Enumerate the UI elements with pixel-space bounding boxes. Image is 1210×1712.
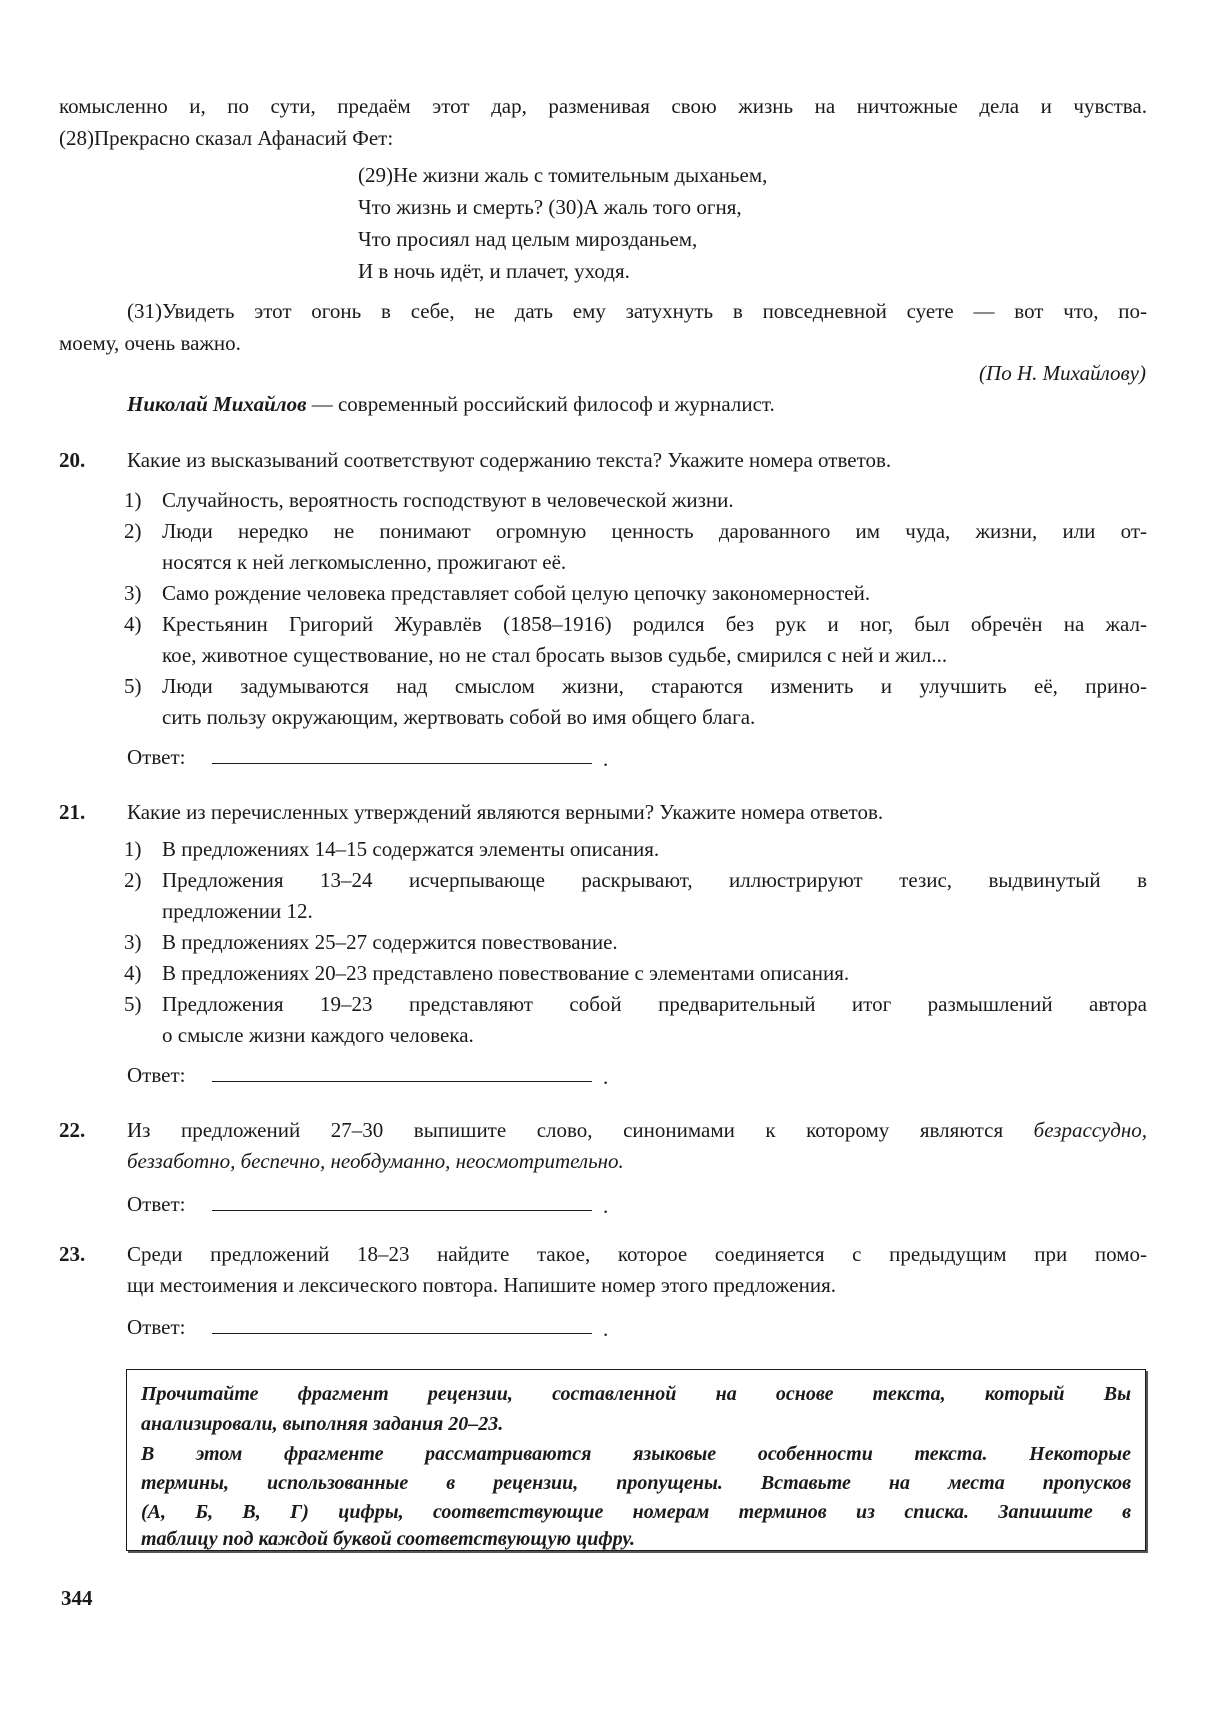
question-20-option-2-number: 2) xyxy=(124,519,142,543)
question-20-option-5-text-line-1: Люди задумываются над смыслом жизни, стараются изменить и улучшить её, прино- xyxy=(162,674,1147,698)
instruction-line-3: В этом фрагменте рассматриваются языковые особенности текста. Некоторые xyxy=(141,1443,1131,1465)
question-22-prompt-line-1 xyxy=(127,1116,1147,1144)
author-note xyxy=(127,390,775,418)
question-20-option-4-text-line-2: кое, животное существование, но не стал бросать вызов судьбе, смирился с ней и жил... xyxy=(162,643,948,667)
question-23-prompt-line-1: Среди предложений 18–23 найдите такое, которое соединяется с предыдущим при помо- xyxy=(127,1242,1147,1266)
question-23-answer-dot: . xyxy=(603,1317,609,1341)
question-20-option-5-number: 5) xyxy=(124,674,142,698)
question-21-option-5-number: 5) xyxy=(124,992,142,1016)
page-number: 344 xyxy=(61,1586,93,1610)
question-23-answer-field[interactable] xyxy=(212,1333,592,1334)
text-line-continuation: комысленно и, по сути, предаём этот дар, разменивая свою жизнь на ничтожные дела и чувства. xyxy=(59,94,1147,118)
instruction-line-2: анализировали, выполняя задания 20–23. xyxy=(141,1413,504,1435)
instruction-line-5: (А, Б, В, Г) цифры, соответствующие номерам терминов из списка. Запишите в xyxy=(141,1501,1131,1523)
poem-line-4: И в ночь идёт, и плачет, уходя. xyxy=(358,259,630,283)
question-21-option-2-text-line-2: предложении 12. xyxy=(162,899,313,923)
source-attribution: (По Н. Михайлову) xyxy=(979,361,1146,385)
question-20-answer-field[interactable] xyxy=(212,763,592,764)
question-21-option-1-number: 1) xyxy=(124,837,142,861)
question-21-option-3-text: В предложениях 25–27 содержится повествование. xyxy=(162,930,618,954)
question-20-option-1-text: Случайность, вероятность господствуют в человеческой жизни. xyxy=(162,488,734,512)
instruction-line-1: Прочитайте фрагмент рецензии, составленной на основе текста, который Вы xyxy=(141,1383,1131,1405)
question-21-number: 21. xyxy=(59,800,86,824)
instruction-line-6: таблицу под каждой буквой соответствующую цифру. xyxy=(141,1528,636,1550)
question-22-answer-label: Ответ: xyxy=(127,1192,186,1216)
text-line-fet-intro: (28)Прекрасно сказал Афанасий Фет: xyxy=(59,126,394,150)
question-20-option-4-text-line-1: Крестьянин Григорий Журавлёв (1858–1916) родился без рук и ног, был обречён на жал- xyxy=(162,612,1147,636)
question-21-prompt: Какие из перечисленных утверждений являются верными? Укажите номера ответов. xyxy=(127,800,884,824)
question-20-option-2-text-line-2: носятся к ней легкомысленно, прожигают её. xyxy=(162,550,567,574)
instruction-box xyxy=(126,1369,1146,1551)
question-21-option-5-text-line-1: Предложения 19–23 представляют собой предварительный итог размышлений автора xyxy=(162,992,1147,1016)
author-description: — современный российский философ и журналист. xyxy=(306,392,775,416)
instruction-line-4: термины, использованные в рецензии, пропущены. Вставьте на места пропусков xyxy=(141,1472,1131,1494)
question-21-option-4-number: 4) xyxy=(124,961,142,985)
question-20-answer-dot: . xyxy=(603,747,609,771)
question-22-answer-field[interactable] xyxy=(212,1210,592,1211)
closing-paragraph-line-1: (31)Увидеть этот огонь в себе, не дать ему затухнуть в повседневной суете — вот что, по- xyxy=(127,299,1147,323)
closing-paragraph-line-2: моему, очень важно. xyxy=(59,331,241,355)
question-20-number: 20. xyxy=(59,448,86,472)
question-21-option-2-number: 2) xyxy=(124,868,142,892)
question-20-option-3-number: 3) xyxy=(124,581,142,605)
question-21-answer-dot: . xyxy=(603,1065,609,1089)
question-20-answer-label: Ответ: xyxy=(127,745,186,769)
question-21-option-1-text: В предложениях 14–15 содержатся элементы описания. xyxy=(162,837,660,861)
question-22-answer-dot: . xyxy=(603,1194,609,1218)
question-21-option-4-text: В предложениях 20–23 представлено повествование с элементами описания. xyxy=(162,961,850,985)
question-20-prompt: Какие из высказываний соответствуют содержанию текста? Укажите номера ответов. xyxy=(127,448,892,472)
question-21-answer-label: Ответ: xyxy=(127,1063,186,1087)
question-20-option-4-number: 4) xyxy=(124,612,142,636)
author-name: Николай Михайлов xyxy=(127,392,307,416)
poem-line-1: (29)Не жизни жаль с томительным дыханьем, xyxy=(358,163,768,187)
question-21-answer-field[interactable] xyxy=(212,1081,592,1082)
poem-line-2: Что жизнь и смерть? (30)А жаль того огня, xyxy=(358,195,742,219)
question-22-number: 22. xyxy=(59,1118,86,1142)
question-20-option-1-number: 1) xyxy=(124,488,142,512)
question-20-option-2-text-line-1: Люди нередко не понимают огромную ценность дарованного им чуда, жизни, или от- xyxy=(162,519,1147,543)
question-23-answer-label: Ответ: xyxy=(127,1315,186,1339)
question-22-prompt-line-2: беззаботно, беспечно, необдуманно, неосмотрительно. xyxy=(127,1149,624,1173)
question-23-number: 23. xyxy=(59,1242,86,1266)
poem-line-3: Что просиял над целым мирозданьем, xyxy=(358,227,698,251)
question-22-prompt-italic: безрассудно, xyxy=(1033,1118,1147,1142)
question-21-option-3-number: 3) xyxy=(124,930,142,954)
question-23-prompt-line-2: щи местоимения и лексического повтора. Напишите номер этого предложения. xyxy=(127,1273,836,1297)
question-20-option-3-text: Само рождение человека представляет собой целую цепочку закономерностей. xyxy=(162,581,871,605)
question-21-option-2-text-line-1: Предложения 13–24 исчерпывающе раскрывают, иллюстрируют тезис, выдвинутый в xyxy=(162,868,1147,892)
question-22-prompt-plain: Из предложений 27–30 выпишите слово, синонимами к которому являются xyxy=(127,1118,1034,1142)
question-21-option-5-text-line-2: о смысле жизни каждого человека. xyxy=(162,1023,474,1047)
question-20-option-5-text-line-2: сить пользу окружающим, жертвовать собой во имя общего блага. xyxy=(162,705,756,729)
